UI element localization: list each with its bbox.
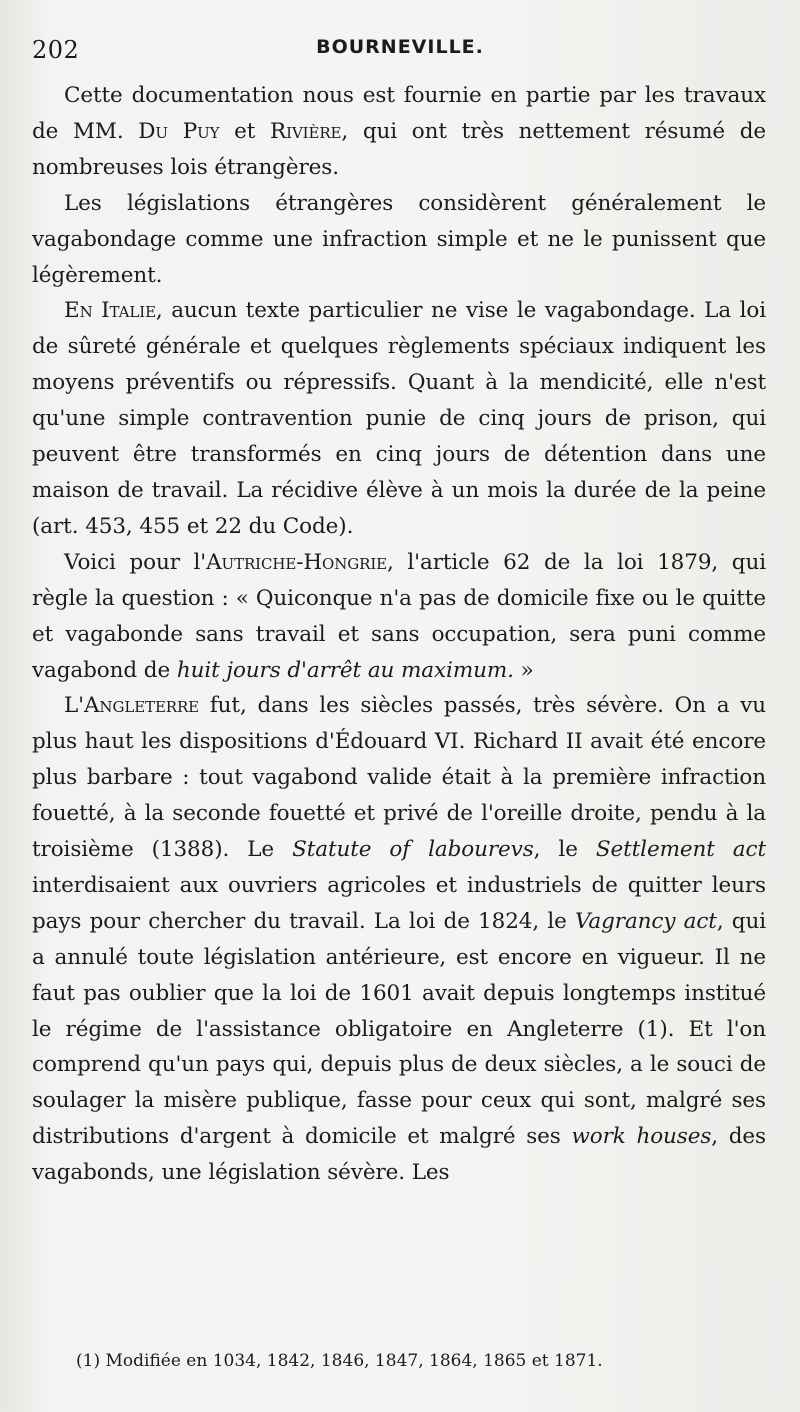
statute-title: Statute of labourevs: [292, 837, 534, 863]
country-heading: Autriche-Hongrie: [206, 549, 387, 575]
emphasis: work houses: [571, 1124, 712, 1150]
footnote: (1) Modifiée en 1034, 1842, 1846, 1847, 1864, 1865 et 1871.: [76, 1351, 603, 1371]
paragraph-3: En Italie, aucun texte particulier ne vise le vagabondage. La loi de sûreté générale et quelques règlements spéciaux indiquent les moyens préventifs ou répressifs. Quant à la mendicité, elle n'est qu'une simple contravention punie de cinq jours de prison, qui peuvent être transformés en cinq jours de détention dans une maison de travail. La récidive élève à un mois la durée de la peine (art. 453, 455 et 22 du Code).: [32, 298, 766, 539]
statute-title: Vagrancy act: [574, 908, 717, 934]
country-heading: Angleterre: [84, 693, 200, 719]
paragraph-4: Voici pour l'Autriche-Hongrie, l'article 62 de la loi 1879, qui règle la question : « Quiconque n'a pas de domicile fixe ou le quitte et vagabonde sans travail et sans occupation, sera puni comme vagabond de huit jours d'arrêt au maximum. »: [32, 549, 766, 683]
body-text: [32, 78, 766, 1191]
paragraph-1: Cette documentation nous est fournie en partie par les travaux de MM. Du Puy et Rivière, qui ont très nettement résumé de nombreuses lois étrangères.: [32, 83, 767, 180]
paragraph-2: Les législations étrangères considèrent généralement le vagabondage comme une infraction simple et ne le punissent que légèrement.: [32, 190, 766, 288]
statute-title: Settlement act: [595, 837, 766, 863]
paragraph-5: L'Angleterre fut, dans les siècles passés, très sévère. On a vu plus haut les dispositions d'Édouard VI. Richard II avait été encore plus barbare : tout vagabond valide était à la première infraction fouetté, à la seconde fouetté et privé de l'oreille droite, pendu à la troisième (1388). Le Statute of labourevs, le Settlement act interdisaient aux ouvriers agricoles et industriels de quitter leurs pays pour chercher du travail. La loi de 1824, le Vagrancy act, qui a annulé toute législation antérieure, est encore en vigueur. Il ne faut pas oublier que la loi de 1601 avait depuis longtemps institué le régime de l'assistance obligatoire en Angleterre (1). Et l'on comprend qu'un pays qui, depuis plus de deux siècles, a le souci de soulager la misère publique, fasse pour ceux qui sont, malgré ses distributions d'argent à domicile et malgré ses work houses, des vagabonds, une législation sévère. Les: [32, 693, 766, 1186]
running-title: BOURNEVILLE.: [316, 36, 484, 58]
page-number: 202: [32, 36, 80, 64]
author-name: Rivière: [270, 118, 342, 144]
author-name: Du Puy: [138, 118, 220, 144]
country-heading: En Italie: [64, 298, 156, 324]
page-header: [32, 30, 768, 66]
emphasis: huit jours d'arrêt au maximum.: [176, 657, 514, 683]
